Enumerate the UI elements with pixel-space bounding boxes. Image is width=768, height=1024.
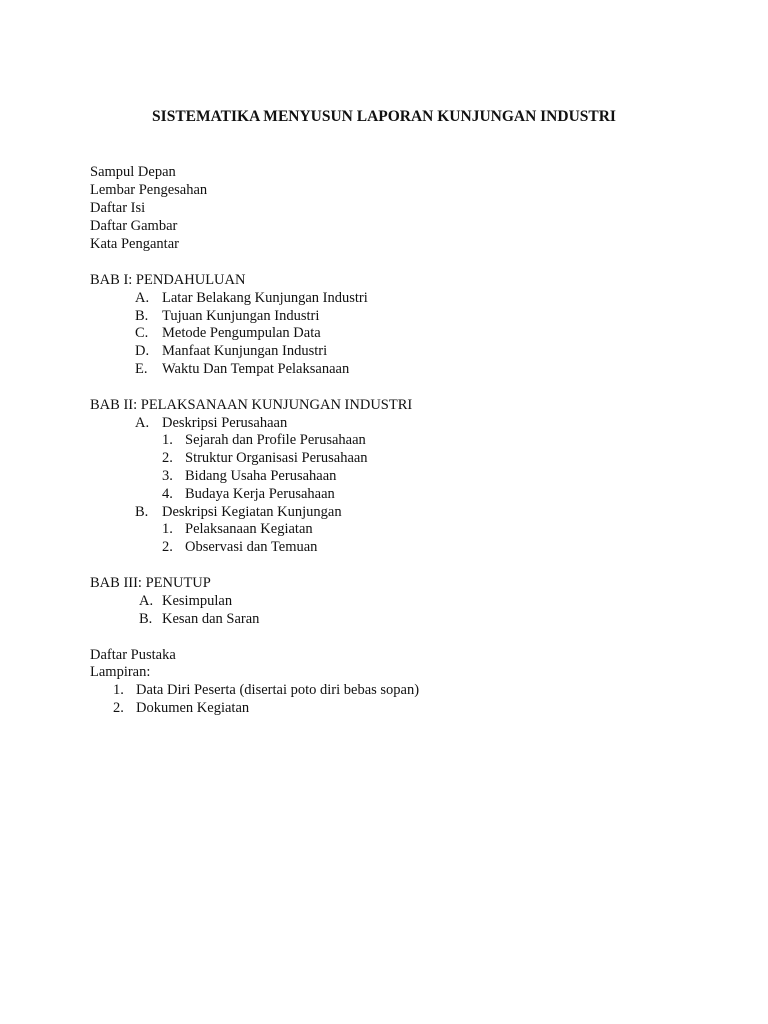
bab3-heading: BAB III: PENUTUP [90, 575, 211, 591]
sub-list-item: Struktur Organisasi Perusahaan [185, 450, 368, 466]
sub-list-item: Budaya Kerja Perusahaan [185, 486, 335, 502]
front-matter-item: Lembar Pengesahan [90, 182, 208, 198]
document-title: SISTEMATIKA MENYUSUN LAPORAN KUNJUNGAN INDUSTRI [152, 108, 616, 125]
list-marker: 3. [162, 468, 173, 484]
lampiran-heading: Lampiran: [90, 664, 151, 680]
list-marker: 1. [162, 521, 173, 537]
list-marker: A. [135, 415, 150, 431]
section-item: Deskripsi Kegiatan Kunjungan [162, 504, 342, 520]
sub-list-item: Bidang Usaha Perusahaan [185, 468, 337, 484]
section-item: Deskripsi Perusahaan [162, 415, 288, 431]
daftar-pustaka: Daftar Pustaka [90, 647, 176, 663]
list-item: Data Diri Peserta (disertai poto diri bebas sopan) [136, 682, 420, 698]
list-marker: 2. [162, 450, 173, 466]
list-marker: B. [135, 308, 149, 324]
list-marker: A. [135, 290, 150, 306]
list-item: Dokumen Kegiatan [136, 700, 250, 716]
sub-list-item: Sejarah dan Profile Perusahaan [185, 432, 366, 448]
list-item: Kesan dan Saran [162, 611, 260, 627]
sub-list-item: Pelaksanaan Kegiatan [185, 521, 313, 537]
list-item: Tujuan Kunjungan Industri [162, 308, 320, 324]
bab2-heading: BAB II: PELAKSANAAN KUNJUNGAN INDUSTRI [90, 397, 413, 413]
bab1-heading: BAB I: PENDAHULUAN [90, 272, 246, 288]
list-item: Waktu Dan Tempat Pelaksanaan [162, 361, 350, 377]
list-marker: 1. [113, 682, 124, 698]
list-item: Manfaat Kunjungan Industri [162, 343, 328, 359]
list-marker: C. [135, 325, 149, 341]
front-matter-item: Daftar Gambar [90, 218, 178, 234]
list-item: Latar Belakang Kunjungan Industri [162, 290, 368, 306]
list-marker: 1. [162, 432, 173, 448]
front-matter-item: Daftar Isi [90, 200, 146, 216]
list-marker: B. [135, 504, 149, 520]
list-marker: D. [135, 343, 150, 359]
front-matter-item: Sampul Depan [90, 164, 176, 180]
front-matter-item: Kata Pengantar [90, 236, 179, 252]
list-marker: 2. [162, 539, 173, 555]
list-item: Metode Pengumpulan Data [162, 325, 321, 341]
list-marker: E. [135, 361, 148, 377]
list-marker: A. [139, 593, 154, 609]
list-marker: B. [139, 611, 153, 627]
list-marker: 4. [162, 486, 173, 502]
list-item: Kesimpulan [162, 593, 233, 609]
sub-list-item: Observasi dan Temuan [185, 539, 318, 555]
list-marker: 2. [113, 700, 124, 716]
